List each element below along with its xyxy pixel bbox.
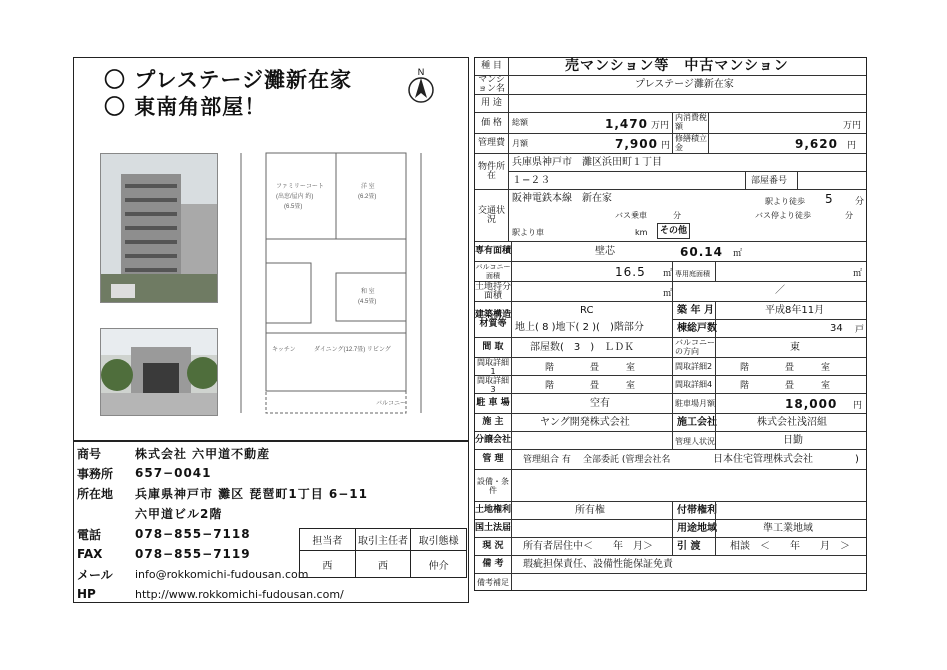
row-structure: 建築構造材質等 RC 地上( 8 )地下( 2 )( )階部分 築 年 月 平成8年11月 棟総戸数 34 戸 [475, 302, 866, 338]
staff-stamp-table [299, 528, 467, 578]
stamp-value-staff: 西 [300, 551, 356, 578]
agent-row-company: 商号 株式会社 六甲道不動産 [77, 446, 271, 461]
agent-info-box [73, 441, 469, 603]
row-current-status: 現 況 所有者居住中＜ 年 月＞ 引 渡 相談 ＜ 年 月 ＞ [475, 538, 866, 556]
floors-value: 地上( 8 )地下( 2 )( )階部分 [515, 322, 644, 333]
floor-plan [236, 143, 442, 425]
agent-row-address: 所在地 兵庫県神戸市 灘区 琵琶町1丁目 6−11 [77, 486, 368, 501]
row-transport: 交通状況 阪神電鉄本線 新在家 駅より徒歩 5 分 バス乗車 分 バス停より徒歩 分 駅より車 km その他 [475, 190, 866, 242]
parking-value: 空有 [590, 398, 610, 409]
entrance-photo [100, 328, 218, 416]
property-spec-table [474, 57, 867, 591]
row-zoning: 国土法届 用途地域 準工業地域 [475, 520, 866, 538]
row-use: 用 途 [475, 95, 866, 113]
contractor-value: 株式会社浅沼組 [757, 417, 827, 428]
row-land-rights: 土地権利 所有権 付帯権利 [475, 502, 866, 520]
layout-value: 部屋数( 3 ) ＬＤＫ [530, 342, 635, 353]
parking-fee-value: 18,000 [785, 397, 838, 411]
stamp-value-broker: 西 [355, 551, 411, 578]
svg-text:ファミリーコート: ファミリーコート [276, 184, 324, 190]
svg-text:(4.5畳): (4.5畳) [358, 299, 377, 305]
agent-row-homepage: HP http://www.rokkomichi-fudousan.com/ [77, 587, 344, 601]
row-type: 種 目 売マンション等 中古マンション [475, 58, 866, 76]
floor-area-value: 60.14 [680, 245, 723, 259]
current-status-value: 所有者居住中＜ 年 月＞ [523, 541, 653, 552]
row-balcony-area: バルコニー面積 16.5 ㎡ 専用庭面積 ㎡ [475, 262, 866, 282]
location-line2: １−２３ [512, 175, 551, 186]
row-layout: 間 取 部屋数( 3 ) ＬＤＫ バルコニーの方向 東 [475, 338, 866, 358]
total-units-value: 34 [830, 323, 843, 334]
svg-text:(6.2畳): (6.2畳) [358, 194, 377, 200]
row-name: マンション名 プレステージ灘新在家 [475, 76, 866, 95]
row-remarks: 備 考 瑕疵担保責任、設備性能保証免責 [475, 556, 866, 574]
type-value: 売マンション等 中古マンション [565, 58, 789, 74]
svg-text:(出窓/屋内 約): (出窓/屋内 約) [276, 194, 314, 200]
agent-row-email: メール info@rokkomichi-fudousan.com [77, 567, 309, 582]
structure-value: RC [580, 305, 594, 316]
row-parking: 駐 車 場 空有 駐車場月額 18,000 円 [475, 394, 866, 414]
price-value: 1,470 [605, 117, 648, 131]
row-layout-detail-2: 間取詳細3 階 畳 室 間取詳細4 階 畳 室 [475, 376, 866, 394]
stamp-header-staff: 担当者 [300, 529, 356, 551]
row-sales-company: 分譲会社 管理人状況 日勤 [475, 432, 866, 450]
use-zone-value: 準工業地域 [763, 523, 813, 534]
walk-minutes: 5 [825, 192, 834, 206]
building-photo [100, 153, 218, 303]
svg-text:ダイニング(12.7畳) リビング: ダイニング(12.7畳) リビング [314, 347, 391, 353]
balcony-area-value: 16.5 [615, 265, 646, 279]
row-price: 価 格 総額 1,470 万円 内消費税額 万円 [475, 113, 866, 134]
management-fee-value: 7,900 [615, 137, 658, 151]
row-remarks-supplement: 備考補足 [475, 574, 866, 590]
row-layout-detail-1: 間取詳細1 階 畳 室 間取詳細2 階 畳 室 [475, 358, 866, 376]
builder-value: ヤング開発株式会社 [540, 417, 630, 428]
svg-text:N: N [417, 67, 425, 77]
handover-value: 相談 ＜ 年 月 ＞ [730, 541, 850, 552]
agent-row-building: 六甲道ビル2階 [135, 506, 223, 521]
row-floor-area: 専有面積 壁芯 60.14 ㎡ [475, 242, 866, 262]
built-value: 平成8年11月 [765, 305, 825, 316]
repair-fund-value: 9,620 [795, 137, 838, 151]
land-rights-value: 所有権 [575, 505, 605, 516]
management-company-value: 日本住宅管理株式会社 [713, 454, 813, 465]
svg-text:(6.5畳): (6.5畳) [284, 204, 303, 210]
remarks-value: 瑕疵担保責任、設備性能保証免責 [523, 559, 673, 570]
row-location: 物件所在 兵庫県神戸市 灘区浜田町１丁目 １−２３ 部屋番号 [475, 154, 866, 190]
row-management: 管 理 管理組合 有 全部委託 (管理会社名 日本住宅管理株式会社 ) [475, 450, 866, 470]
svg-text:バルコニー: バルコニー [376, 401, 407, 407]
stamp-value-mode: 仲介 [411, 551, 467, 578]
location-line1: 兵庫県神戸市 灘区浜田町１丁目 [512, 157, 662, 168]
north-compass-icon [406, 66, 436, 106]
svg-text:和 室: 和 室 [361, 289, 375, 295]
balcony-direction-value: 東 [790, 342, 800, 353]
stamp-header-mode: 取引態様 [411, 529, 467, 551]
row-land-share: 土地持分面積 ㎡ ／ [475, 282, 866, 302]
row-management-fee: 管理費 月額 7,900 円 修繕積立金 9,620 円 [475, 134, 866, 154]
agent-row-postal: 事務所 657−0041 [77, 466, 212, 481]
stamp-header-broker: 取引主任者 [355, 529, 411, 551]
svg-text:洋 室: 洋 室 [361, 184, 375, 190]
row-builder: 施 主 ヤング開発株式会社 施工会社 株式会社浅沼組 [475, 414, 866, 432]
svg-text:キッチン: キッチン [272, 347, 296, 353]
headline-feature: 〇 東南角部屋！ [104, 95, 267, 119]
agent-row-fax: FAX 078−855−7119 [77, 547, 251, 561]
row-equipment: 設備・条件 [475, 470, 866, 502]
name-value: プレステージ灘新在家 [635, 79, 734, 90]
headline-name: 〇 プレステージ灘新在家 [104, 68, 353, 92]
agent-row-phone: 電話 078−855−7118 [77, 527, 251, 542]
manager-status-value: 日勤 [783, 435, 803, 446]
train-line: 阪神電鉄本線 新在家 [512, 193, 612, 204]
property-visual-panel [73, 57, 469, 441]
